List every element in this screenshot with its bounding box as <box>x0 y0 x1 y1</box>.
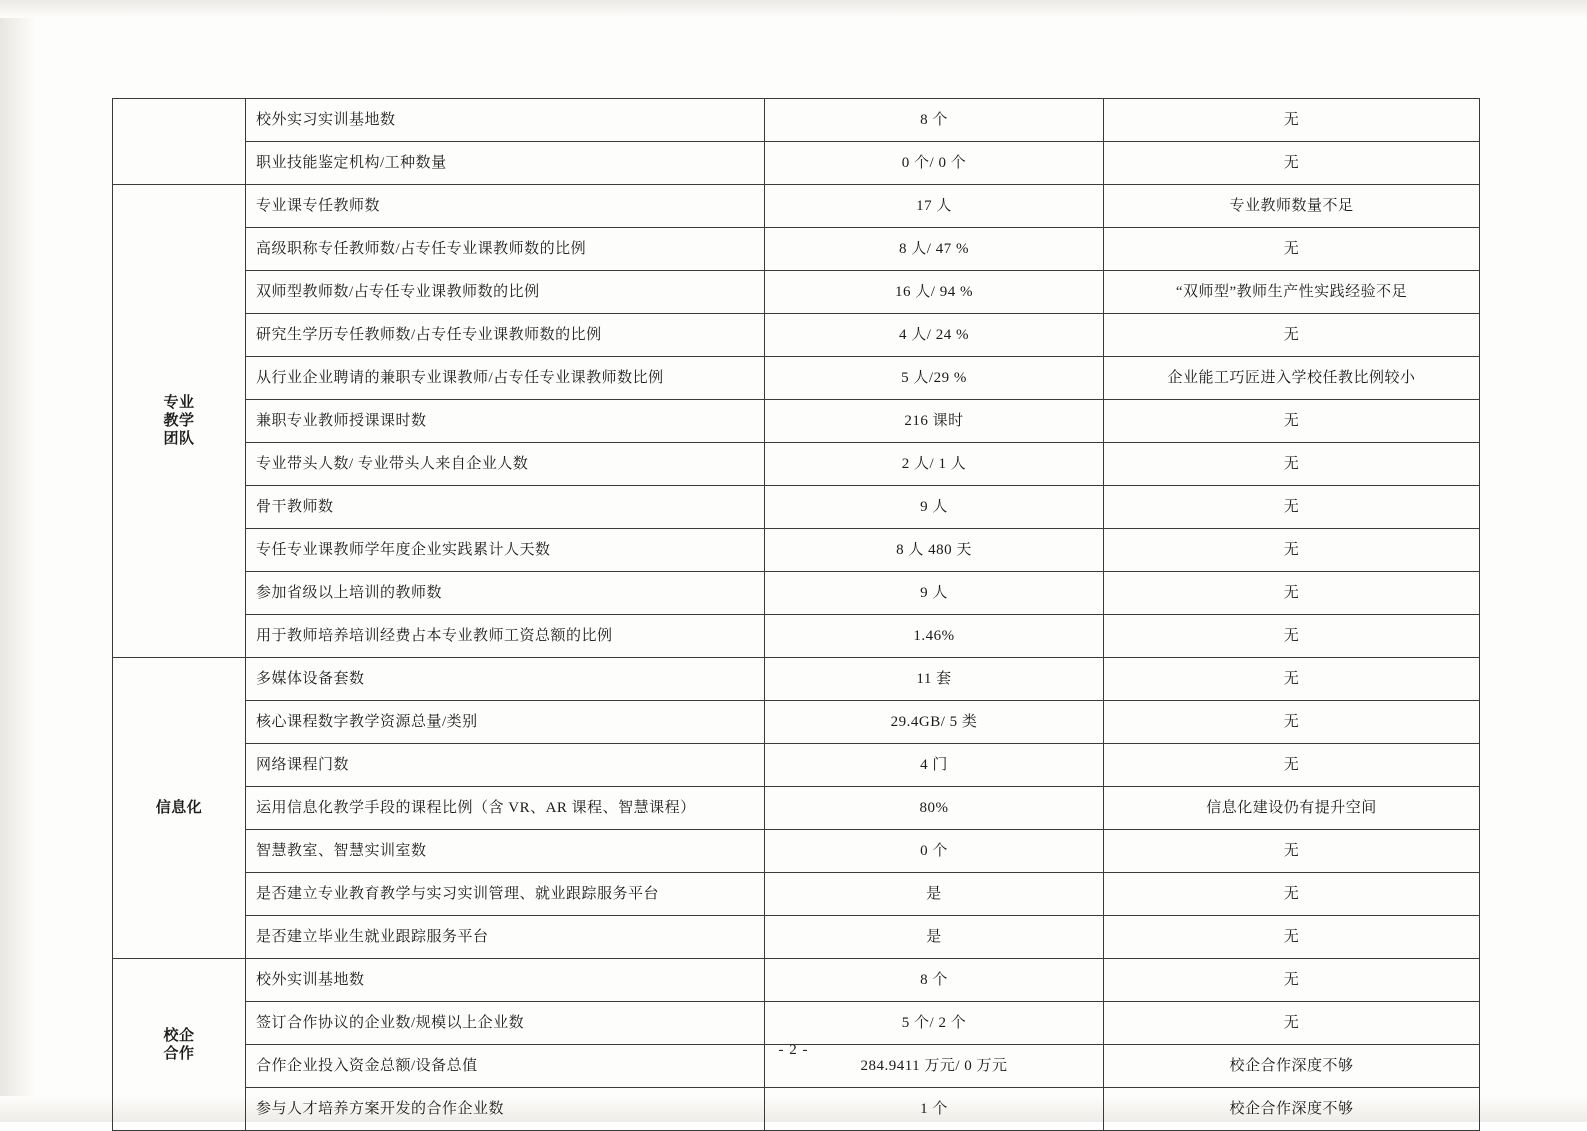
row-value: 11 套 <box>765 658 1104 701</box>
row-item-label: 签订合作协议的企业数/规模以上企业数 <box>246 1002 765 1045</box>
row-item-label: 职业技能鉴定机构/工种数量 <box>246 142 765 185</box>
row-value: 1 个 <box>765 1088 1104 1131</box>
row-note: 无 <box>1104 443 1480 486</box>
row-item-label: 核心课程数字教学资源总量/类别 <box>246 701 765 744</box>
row-value: 29.4GB/ 5 类 <box>765 701 1104 744</box>
row-note: 无 <box>1104 228 1480 271</box>
row-item-label: 运用信息化教学手段的课程比例（含 VR、AR 课程、智慧课程） <box>246 787 765 830</box>
table-row <box>113 1088 1480 1131</box>
row-category: 专业 教学 团队 <box>113 185 246 658</box>
row-category: 校企 合作 <box>113 959 246 1131</box>
row-item-label: 是否建立毕业生就业跟踪服务平台 <box>246 916 765 959</box>
row-category <box>113 99 246 185</box>
table-row <box>113 185 1480 228</box>
row-note: 无 <box>1104 314 1480 357</box>
row-note: 无 <box>1104 99 1480 142</box>
table-row <box>113 314 1480 357</box>
row-note: 无 <box>1104 486 1480 529</box>
report-table <box>112 98 1480 1131</box>
table-row <box>113 1002 1480 1045</box>
table-row <box>113 572 1480 615</box>
table-row <box>113 486 1480 529</box>
table-row <box>113 228 1480 271</box>
row-value: 1.46% <box>765 615 1104 658</box>
row-value: 80% <box>765 787 1104 830</box>
row-item-label: 专任专业课教师学年度企业实践累计人天数 <box>246 529 765 572</box>
row-value: 8 人 480 天 <box>765 529 1104 572</box>
row-item-label: 研究生学历专任教师数/占专任专业课教师数的比例 <box>246 314 765 357</box>
row-item-label: 校外实训基地数 <box>246 959 765 1002</box>
row-note: 无 <box>1104 400 1480 443</box>
row-note: 校企合作深度不够 <box>1104 1045 1480 1088</box>
table-row <box>113 615 1480 658</box>
table-row <box>113 443 1480 486</box>
row-value: 5 个/ 2 个 <box>765 1002 1104 1045</box>
row-value: 216 课时 <box>765 400 1104 443</box>
row-note: 无 <box>1104 830 1480 873</box>
row-value: 16 人/ 94 % <box>765 271 1104 314</box>
row-item-label: 合作企业投入资金总额/设备总值 <box>246 1045 765 1088</box>
row-note: 无 <box>1104 701 1480 744</box>
scan-edge-left <box>0 0 36 1122</box>
row-note: 专业教师数量不足 <box>1104 185 1480 228</box>
row-item-label: 是否建立专业教育教学与实习实训管理、就业跟踪服务平台 <box>246 873 765 916</box>
row-value: 17 人 <box>765 185 1104 228</box>
row-value: 8 个 <box>765 959 1104 1002</box>
row-note: 无 <box>1104 529 1480 572</box>
row-note: 无 <box>1104 744 1480 787</box>
row-value: 0 个 <box>765 830 1104 873</box>
table-row <box>113 400 1480 443</box>
row-item-label: 网络课程门数 <box>246 744 765 787</box>
row-value: 是 <box>765 873 1104 916</box>
table-row <box>113 357 1480 400</box>
row-item-label: 参加省级以上培训的教师数 <box>246 572 765 615</box>
row-value: 4 人/ 24 % <box>765 314 1104 357</box>
row-value: 284.9411 万元/ 0 万元 <box>765 1045 1104 1088</box>
row-note: 无 <box>1104 916 1480 959</box>
row-note: 企业能工巧匠进入学校任教比例较小 <box>1104 357 1480 400</box>
row-note: 无 <box>1104 658 1480 701</box>
row-item-label: 专业课专任教师数 <box>246 185 765 228</box>
scan-edge-top <box>0 0 1587 18</box>
table-row <box>113 271 1480 314</box>
row-item-label: 参与人才培养方案开发的合作企业数 <box>246 1088 765 1131</box>
row-value: 8 人/ 47 % <box>765 228 1104 271</box>
row-item-label: 校外实习实训基地数 <box>246 99 765 142</box>
row-value: 是 <box>765 916 1104 959</box>
table-row <box>113 873 1480 916</box>
row-note: 无 <box>1104 959 1480 1002</box>
row-note: 无 <box>1104 1002 1480 1045</box>
row-item-label: 双师型教师数/占专任专业课教师数的比例 <box>246 271 765 314</box>
row-note: 校企合作深度不够 <box>1104 1088 1480 1131</box>
row-note: 无 <box>1104 572 1480 615</box>
table-row <box>113 142 1480 185</box>
row-note: 无 <box>1104 873 1480 916</box>
row-value: 9 人 <box>765 572 1104 615</box>
table-row <box>113 701 1480 744</box>
table-row <box>113 529 1480 572</box>
row-item-label: 从行业企业聘请的兼职专业课教师/占专任专业课教师数比例 <box>246 357 765 400</box>
table-row <box>113 744 1480 787</box>
row-value: 9 人 <box>765 486 1104 529</box>
row-item-label: 兼职专业教师授课课时数 <box>246 400 765 443</box>
table-row <box>113 787 1480 830</box>
table-row <box>113 959 1480 1002</box>
table-row <box>113 830 1480 873</box>
row-value: 2 人/ 1 人 <box>765 443 1104 486</box>
row-value: 4 门 <box>765 744 1104 787</box>
table-row <box>113 916 1480 959</box>
row-category: 信息化 <box>113 658 246 959</box>
row-item-label: 多媒体设备套数 <box>246 658 765 701</box>
row-value: 5 人/29 % <box>765 357 1104 400</box>
report-table-container <box>112 98 1480 1131</box>
row-item-label: 用于教师培养培训经费占本专业教师工资总额的比例 <box>246 615 765 658</box>
row-item-label: 高级职称专任教师数/占专任专业课教师数的比例 <box>246 228 765 271</box>
row-note: 信息化建设仍有提升空间 <box>1104 787 1480 830</box>
row-item-label: 智慧教室、智慧实训室数 <box>246 830 765 873</box>
row-item-label: 专业带头人数/ 专业带头人来自企业人数 <box>246 443 765 486</box>
row-note: “双师型”教师生产性实践经验不足 <box>1104 271 1480 314</box>
row-note: 无 <box>1104 142 1480 185</box>
row-value: 0 个/ 0 个 <box>765 142 1104 185</box>
row-note: 无 <box>1104 615 1480 658</box>
table-row <box>113 99 1480 142</box>
page-number: - 2 - <box>778 1042 809 1058</box>
row-item-label: 骨干教师数 <box>246 486 765 529</box>
table-row <box>113 658 1480 701</box>
row-value: 8 个 <box>765 99 1104 142</box>
